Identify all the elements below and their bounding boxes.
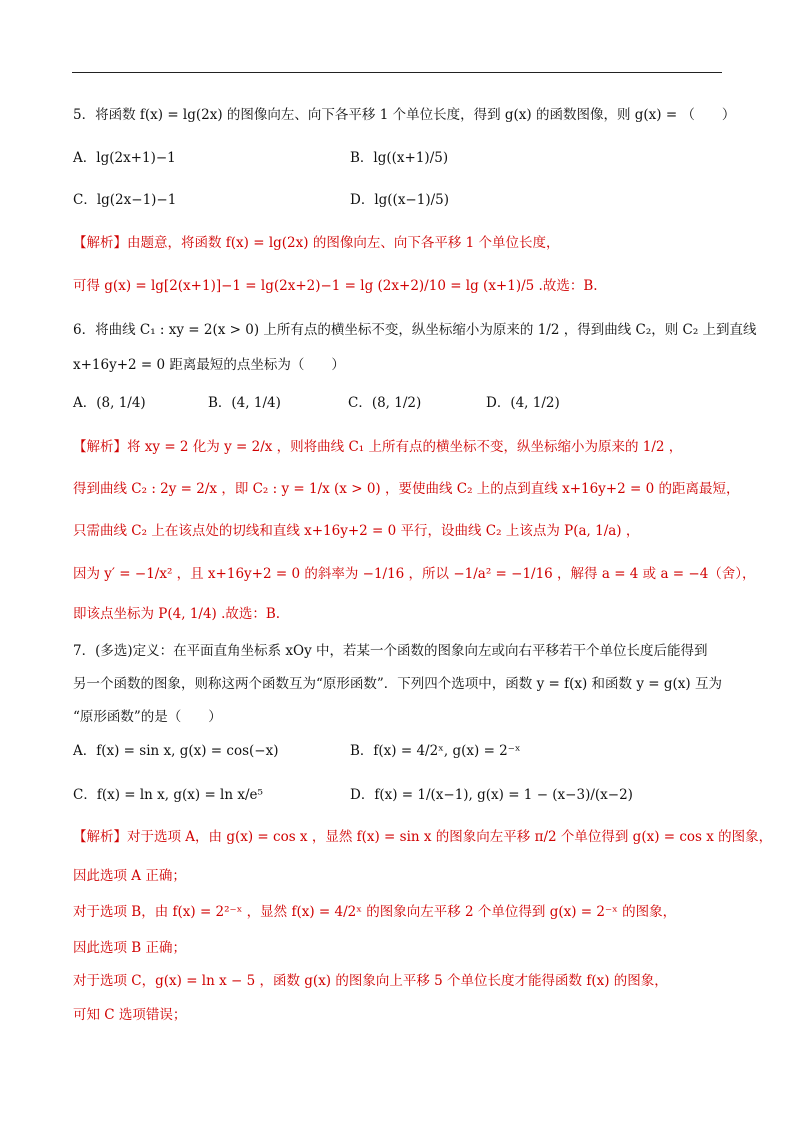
q5-option-b: B．lg((x+1)/5) bbox=[350, 150, 449, 166]
q6-stem-line-2: x+16y+2 = 0 距离最短的点坐标为（ ） bbox=[73, 357, 345, 373]
q7-analysis-line-2: 因此选项 A 正确； bbox=[73, 868, 186, 884]
q6-analysis-line-2: 得到曲线 C₂ : 2y = 2/x ，即 C₂ : y = 1/x (x > 0) ，要使曲线 C₂ 上的点到直线 x+16y+2 = 0 的距离最短， bbox=[73, 481, 740, 497]
q6-option-d: D．(4, 1/2) bbox=[486, 395, 560, 411]
q7-option-c: C．f(x) = ln x, g(x) = ln x/e⁵ bbox=[73, 787, 263, 803]
q6-analysis-line-1: 【解析】将 xy = 2 化为 y = 2/x ，则将曲线 C₁ 上所有点的横坐标不变，纵坐标缩小为原来的 1/2 ， bbox=[73, 439, 683, 455]
q5-analysis-line-1: 【解析】由题意，将函数 f(x) = lg(2x) 的图像向左、向下各平移 1 个单位长度， bbox=[73, 235, 560, 251]
q6-analysis-line-5: 即该点坐标为 P(4, 1/4) .故选：B. bbox=[73, 606, 281, 622]
q6-option-c: C．(8, 1/2) bbox=[348, 395, 422, 411]
q7-option-a: A．f(x) = sin x, g(x) = cos(−x) bbox=[73, 743, 279, 759]
q5-analysis-line-2: 可得 g(x) = lg[2(x+1)]−1 = lg(2x+2)−1 = lg (2x+2)/10 = lg (x+1)/5 .故选：B. bbox=[73, 278, 598, 294]
q6-option-b: B．(4, 1/4) bbox=[208, 395, 281, 411]
q7-stem-line-2: 另一个函数的图象，则称这两个函数互为“原形函数”．下列四个选项中，函数 y = f(x) 和函数 y = g(x) 互为 bbox=[73, 676, 722, 692]
q6-analysis-line-4: 因为 y′ = −1/x² ，且 x+16y+2 = 0 的斜率为 −1/16 ，所以 −1/a² = −1/16 ，解得 a = 4 或 a = −4（舍）， bbox=[73, 566, 756, 582]
q7-analysis-line-3: 对于选项 B，由 f(x) = 2²⁻ˣ ，显然 f(x) = 4/2ˣ 的图象向左平移 2 个单位得到 g(x) = 2⁻ˣ 的图象， bbox=[73, 904, 677, 920]
q5-option-a: A．lg(2x+1)−1 bbox=[73, 150, 176, 166]
q5-option-c: C．lg(2x−1)−1 bbox=[73, 192, 177, 208]
q6-option-a: A．(8, 1/4) bbox=[73, 395, 146, 411]
q6-analysis-line-3: 只需曲线 C₂ 上在该点处的切线和直线 x+16y+2 = 0 平行，设曲线 C₂ 上该点为 P(a, 1/a) ， bbox=[73, 523, 640, 539]
q5-option-d: D．lg((x−1)/5) bbox=[350, 192, 450, 208]
header-rule bbox=[72, 72, 722, 73]
q5-stem: 5．将函数 f(x) = lg(2x) 的图像向左、向下各平移 1 个单位长度，得到 g(x) 的函数图像，则 g(x) = （ ） bbox=[73, 107, 736, 123]
q7-stem-line-1: 7．(多选)定义：在平面直角坐标系 xOy 中，若某一个函数的图象向左或向右平移若干个单位长度后能得到 bbox=[73, 643, 708, 659]
q7-analysis-line-1: 【解析】对于选项 A，由 g(x) = cos x ，显然 f(x) = sin x 的图象向左平移 π/2 个单位得到 g(x) = cos x 的图象， bbox=[73, 829, 773, 845]
q6-stem-line-1: 6．将曲线 C₁ : xy = 2(x > 0) 上所有点的横坐标不变，纵坐标缩小为原来的 1/2 ，得到曲线 C₂，则 C₂ 上到直线 bbox=[73, 322, 757, 338]
q7-analysis-line-5: 对于选项 C，g(x) = ln x − 5 ，函数 g(x) 的图象向上平移 5 个单位长度才能得函数 f(x) 的图象， bbox=[73, 973, 668, 989]
q7-analysis-line-6: 可知 C 选项错误； bbox=[73, 1007, 187, 1023]
q7-option-d: D．f(x) = 1/(x−1), g(x) = 1 − (x−3)/(x−2) bbox=[350, 787, 633, 803]
q7-analysis-line-4: 因此选项 B 正确； bbox=[73, 940, 187, 956]
q7-stem-line-3: “原形函数”的是（ ） bbox=[73, 709, 222, 725]
q7-option-b: B．f(x) = 4/2ˣ, g(x) = 2⁻ˣ bbox=[350, 743, 521, 759]
